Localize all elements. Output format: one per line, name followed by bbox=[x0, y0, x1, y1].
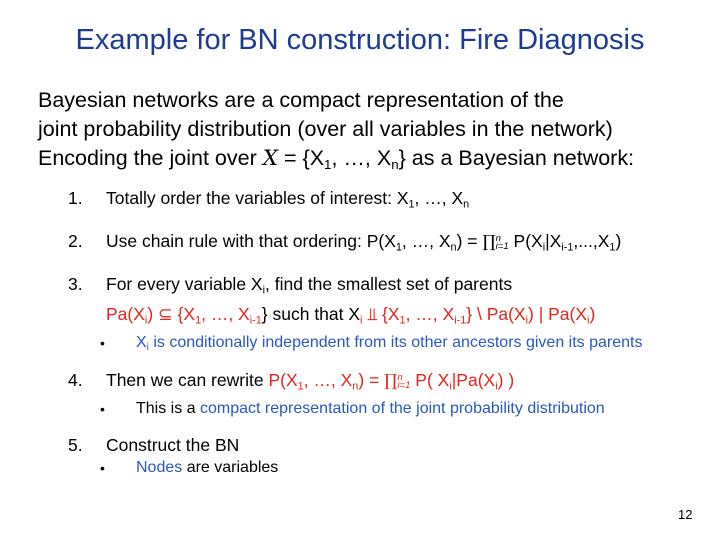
slide-title: Example for BN construction: Fire Diagnosis bbox=[75, 24, 645, 56]
step-5: 5. Construct the BN bbox=[68, 435, 240, 456]
slide-body bbox=[38, 86, 718, 477]
page-number: 12 bbox=[678, 507, 693, 522]
intro-line-3: Encoding the joint over $X = \{X_1$, …, $X_n$} as a Bayesian network: bbox=[38, 146, 635, 172]
step-2: 2. Use chain rule with that ordering: $P(X_1$, …, $X_n$) = ∏n i=1 $P(X_i|X_{i-1},...,X_1)$ bbox=[68, 231, 622, 254]
step-4-bullet: • This is a compact representation of the joint probability distribution bbox=[100, 400, 605, 418]
step-3: 3. For every variable $X_i$, find the smallest set of parents bbox=[68, 274, 513, 297]
step-3-bullet: • $X_i$ is conditionally independent from its other ancestors given its parents bbox=[100, 333, 643, 353]
step-4: 4. Then we can rewrite $P(X_1$, …, $X_n$) = ∏n i=1 P( $X_i|Pa(X_i)$ ) bbox=[68, 369, 515, 393]
product-symbol: ∏ bbox=[482, 232, 496, 252]
step-3-condition: $Pa(X_i)$ ⊆ {$X_1$, …, $X_{i-1}$} such that $X_i$ ⫫ {$X_1$, …, $X_{i-1}$} \ $Pa(X_i)$ | $Pa(X_i)$ bbox=[106, 303, 596, 326]
intro-line-2: joint probability distribution (over all variables in the network) bbox=[38, 117, 613, 141]
step-5-bullet: • Nodes are variables bbox=[100, 459, 279, 477]
intro-line-1: Bayesian networks are a compact representation of the bbox=[38, 88, 564, 112]
step-1: 1. Totally order the variables of interest: $X_1$, …, $X_n$ bbox=[68, 187, 470, 211]
